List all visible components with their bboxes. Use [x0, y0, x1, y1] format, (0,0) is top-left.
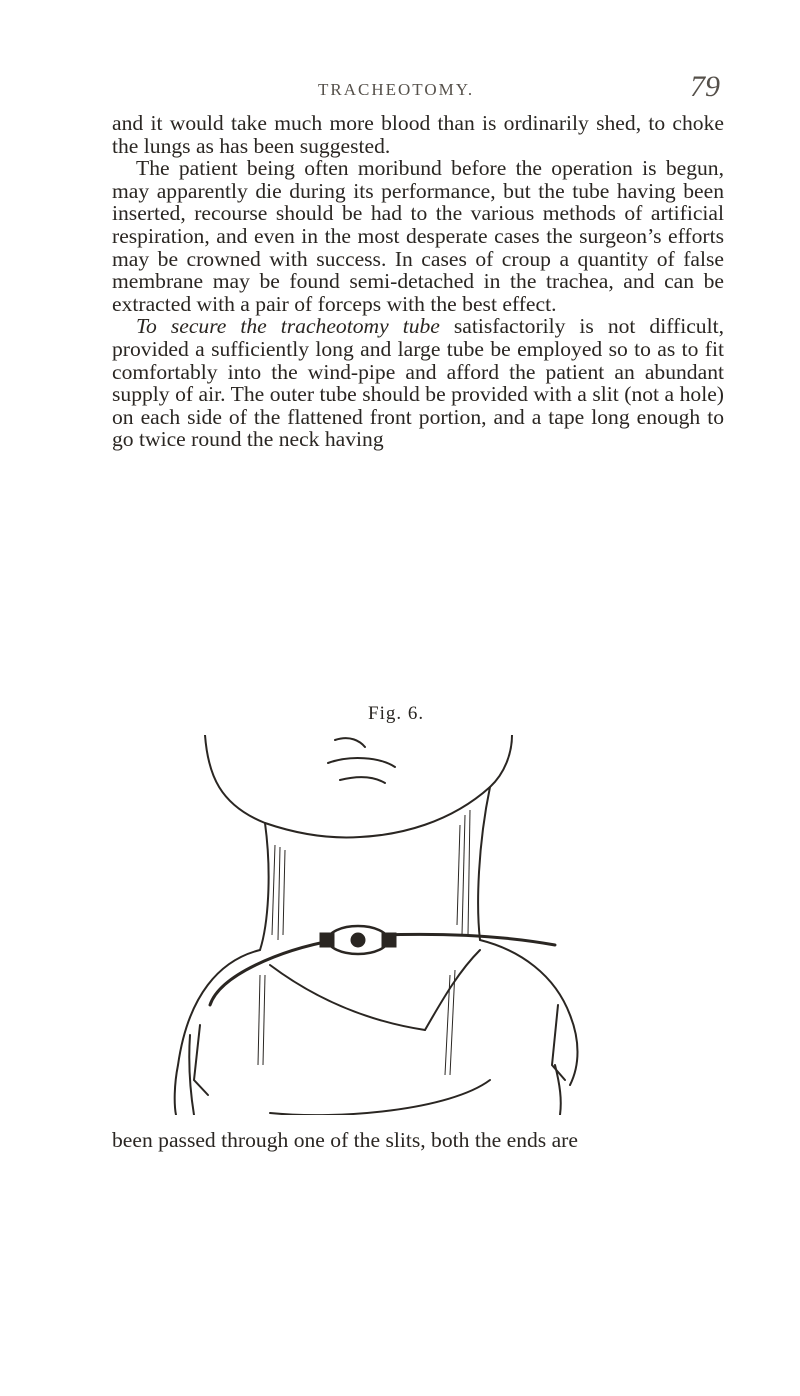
neck-left — [260, 823, 269, 950]
neck-right — [478, 787, 490, 940]
shoulder-left — [175, 950, 260, 1115]
paragraph-3-italic-lead: To secure the tracheotomy tube — [136, 314, 440, 339]
neck-illustration — [160, 735, 640, 1115]
tape-hanging-right — [552, 1005, 565, 1080]
figure-tracheotomy-tube-illustration — [160, 735, 640, 1115]
paragraph-3 — [112, 315, 724, 451]
body-text — [112, 112, 724, 451]
paragraph-2: The patient being often moribund before the operation is begun, may apparently die during its performance, but the tube having been inserted, recourse should be had to the various methods of artificial respiration, and even in the most desperate cases the surgeon’s efforts may be crowned with success. In cases of croup a quantity of false membrane may be found semi-detached in the trachea, and can be extracted with a pair of forceps with the best effect. — [112, 156, 724, 316]
continuation-line: been passed through one of the slits, both the ends are — [112, 1128, 578, 1152]
tape-hanging-left — [194, 1025, 208, 1095]
tracheotomy-tube — [320, 926, 396, 954]
tape-right — [380, 934, 555, 945]
running-title: TRACHEOTOMY. — [318, 80, 475, 99]
clavicle-left — [270, 965, 425, 1030]
shoulder-right — [480, 940, 578, 1085]
arm-left — [189, 1035, 194, 1115]
running-head — [0, 70, 800, 110]
paragraph-3-text: satisfactorily is not difficult, provided a sufficiently long and large tube be employed so to as to fit comfortably into the wind-pipe and afford the patient an abundant supply of air. The outer tube should be provided with a slit (not a hole) on each side of the flattened front portion, and a tape long enough to go twice round the neck having — [112, 314, 724, 452]
page-number: 79 — [690, 70, 720, 103]
paragraph-1: and it would take much more blood than is ordinarily shed, to choke the lungs as has been suggested. — [112, 111, 724, 158]
chest-line — [270, 1080, 490, 1115]
jaw-outline — [205, 735, 512, 837]
chin-detail — [328, 738, 395, 783]
figure-caption: Fig. 6. — [368, 703, 425, 724]
